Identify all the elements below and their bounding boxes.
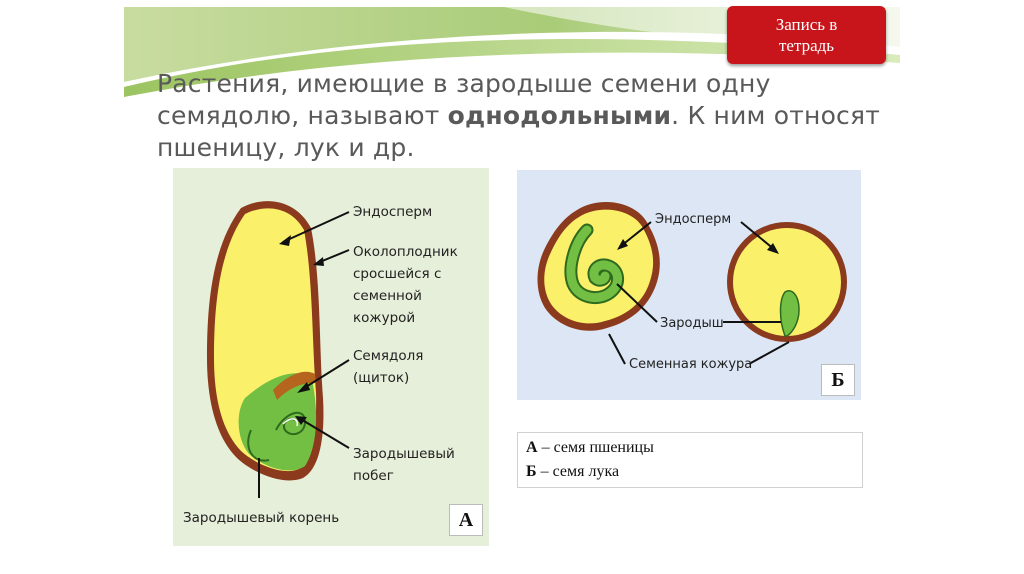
intro-text <box>157 68 897 164</box>
pointer-b-coat-right <box>749 342 789 364</box>
onion-seed-figure <box>517 170 861 400</box>
note-line-1: Запись в <box>775 15 838 34</box>
legend-a <box>526 439 654 457</box>
label-endosperm: Эндосперм <box>353 204 433 220</box>
intro-line-1: Растения, имеющие в зародыше семени одну <box>157 69 771 98</box>
label-pericarp-4: кожурой <box>353 310 416 326</box>
intro-line-2-end: . К ним относят <box>671 101 881 130</box>
label-shoot-1: Зародышевый <box>353 446 455 462</box>
legend-b-text: – семя лука <box>536 463 620 480</box>
label-cotyledon-2: (щиток) <box>353 370 410 386</box>
label-b-embryo: Зародыш <box>660 316 724 331</box>
intro-line-3: пшеницу, лук и др. <box>157 133 415 162</box>
label-shoot-2: побег <box>353 468 394 484</box>
note-line-2: тетрадь <box>778 36 835 55</box>
intro-line-2 <box>157 100 897 132</box>
wheat-seed-figure <box>173 168 489 546</box>
figure-b-badge: Б <box>821 364 855 396</box>
legend-a-text: – семя пшеницы <box>537 439 654 456</box>
pointer-b-coat-left <box>609 334 625 364</box>
label-pericarp-2: сросшейся с <box>353 266 442 282</box>
figure-a-badge: А <box>449 504 483 536</box>
figure-legend <box>517 432 863 488</box>
note-badge <box>727 6 886 64</box>
label-cotyledon-1: Семядоля <box>353 348 424 364</box>
label-b-endosperm: Эндосперм <box>655 212 732 227</box>
legend-b <box>526 463 619 481</box>
label-pericarp-3: семенной <box>353 288 422 304</box>
intro-bold-term: однодольными <box>447 101 672 130</box>
legend-a-letter: А <box>526 439 538 456</box>
label-b-coat: Семенная кожура <box>629 357 753 372</box>
label-root: Зародышевый корень <box>183 510 340 526</box>
legend-b-letter: Б <box>526 463 537 480</box>
intro-line-2-start: семядолю, называют <box>157 101 448 130</box>
wheat-seed-diagram <box>173 168 489 546</box>
label-pericarp-1: Околоплодник <box>353 244 458 260</box>
